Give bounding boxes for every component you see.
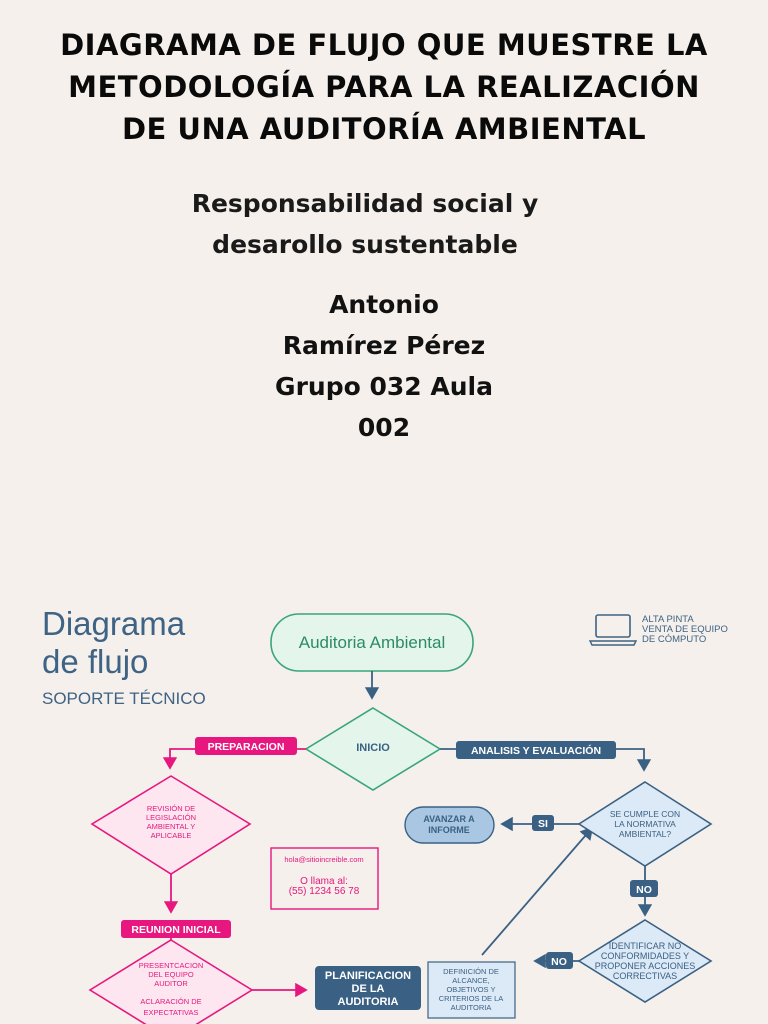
box-definicion-line: ALCANCE, <box>452 976 490 985</box>
laptop-caption-line: DE CÓMPUTO <box>642 634 707 645</box>
decision-identificar-line: IDENTIFICAR NO <box>608 941 682 951</box>
box-presentacion-line: AUDITOR <box>154 979 188 988</box>
subtitle-line: desarollo sustentable <box>212 230 518 259</box>
label-no-text: NO <box>551 956 567 968</box>
label-si-text: SI <box>538 818 548 830</box>
box-revision-line: LEGISLACIÓN <box>145 813 197 822</box>
laptop-caption-line: ALTA PINTA <box>642 614 694 625</box>
box-definicion-line: DEFINICIÓN DE <box>443 967 499 976</box>
contact-phone: (55) 1234 56 78 <box>288 886 360 897</box>
flowchart-diagram <box>0 560 768 1024</box>
contact-email: hola@sitioincreible.com <box>284 855 364 864</box>
title-line: DIAGRAMA DE FLUJO QUE MUESTRE LA <box>60 28 708 62</box>
box-definicion-line: AUDITORIA <box>450 1003 492 1012</box>
laptop-caption-line: VENTA DE EQUIPO <box>642 624 728 635</box>
label-reunion-text: REUNION INICIAL <box>131 924 221 936</box>
decision-inicio-label: INICIO <box>356 742 390 754</box>
box-presentacion-line: DEL EQUIPO <box>148 970 194 979</box>
decision-normativa-line: SE CUMPLE CON <box>609 809 681 819</box>
box-revision-line: APLICABLE <box>150 831 192 840</box>
decision-identificar-line: CONFORMIDADES Y <box>600 951 690 961</box>
label-planificacion-line: DE LA <box>351 983 385 995</box>
title-line: DE UNA AUDITORÍA AMBIENTAL <box>121 112 647 146</box>
start-node-label: Auditoria Ambiental <box>298 633 446 652</box>
author-line: Ramírez Pérez <box>282 331 486 360</box>
document-title <box>20 24 748 150</box>
box-revision-line: REVISIÓN DE <box>146 804 196 813</box>
decision-identificar-line: PROPONER ACCIONES <box>594 961 696 971</box>
author-info <box>230 284 538 448</box>
subject-name <box>120 183 610 265</box>
label-analisis-text: ANALISIS Y EVALUACIÓN <box>470 745 602 757</box>
box-presentacion-line: PRESENTCACION <box>138 961 204 970</box>
heading-line: Diagrama <box>42 605 186 642</box>
box-avanzar-line: INFORME <box>428 825 470 835</box>
laptop-icon <box>590 615 636 645</box>
box-presentacion-line: ACLARACIÓN DE <box>140 997 202 1006</box>
label-preparacion-text: PREPARACION <box>207 741 285 753</box>
label-no-text: NO <box>636 884 652 896</box>
box-avanzar-line: AVANZAR A <box>423 814 475 824</box>
heading-line: de flujo <box>42 643 149 680</box>
decision-identificar-line: CORRECTIVAS <box>612 971 678 981</box>
label-planificacion-line: PLANIFICACION <box>324 970 412 982</box>
author-line: 002 <box>357 413 411 442</box>
author-line: Antonio <box>329 290 439 319</box>
box-revision-line: AMBIENTAL Y <box>146 822 196 831</box>
decision-normativa-line: LA NORMATIVA <box>614 819 676 829</box>
author-line: Grupo 032 Aula <box>275 372 493 401</box>
label-planificacion-line: AUDITORIA <box>337 996 399 1008</box>
heading-subtitle: SOPORTE TÉCNICO <box>42 689 206 708</box>
box-definicion-line: CRITERIOS DE LA <box>438 994 504 1003</box>
decision-normativa-line: AMBIENTAL? <box>618 829 672 839</box>
subtitle-line: Responsabilidad social y <box>191 189 539 218</box>
box-definicion-line: OBJETIVOS Y <box>446 985 496 994</box>
title-line: METODOLOGÍA PARA LA REALIZACIÓN <box>68 70 700 104</box>
box-presentacion-line: EXPECTATIVAS <box>143 1008 199 1017</box>
connector-arrow <box>482 828 592 955</box>
contact-call: O llama al: <box>300 876 348 887</box>
